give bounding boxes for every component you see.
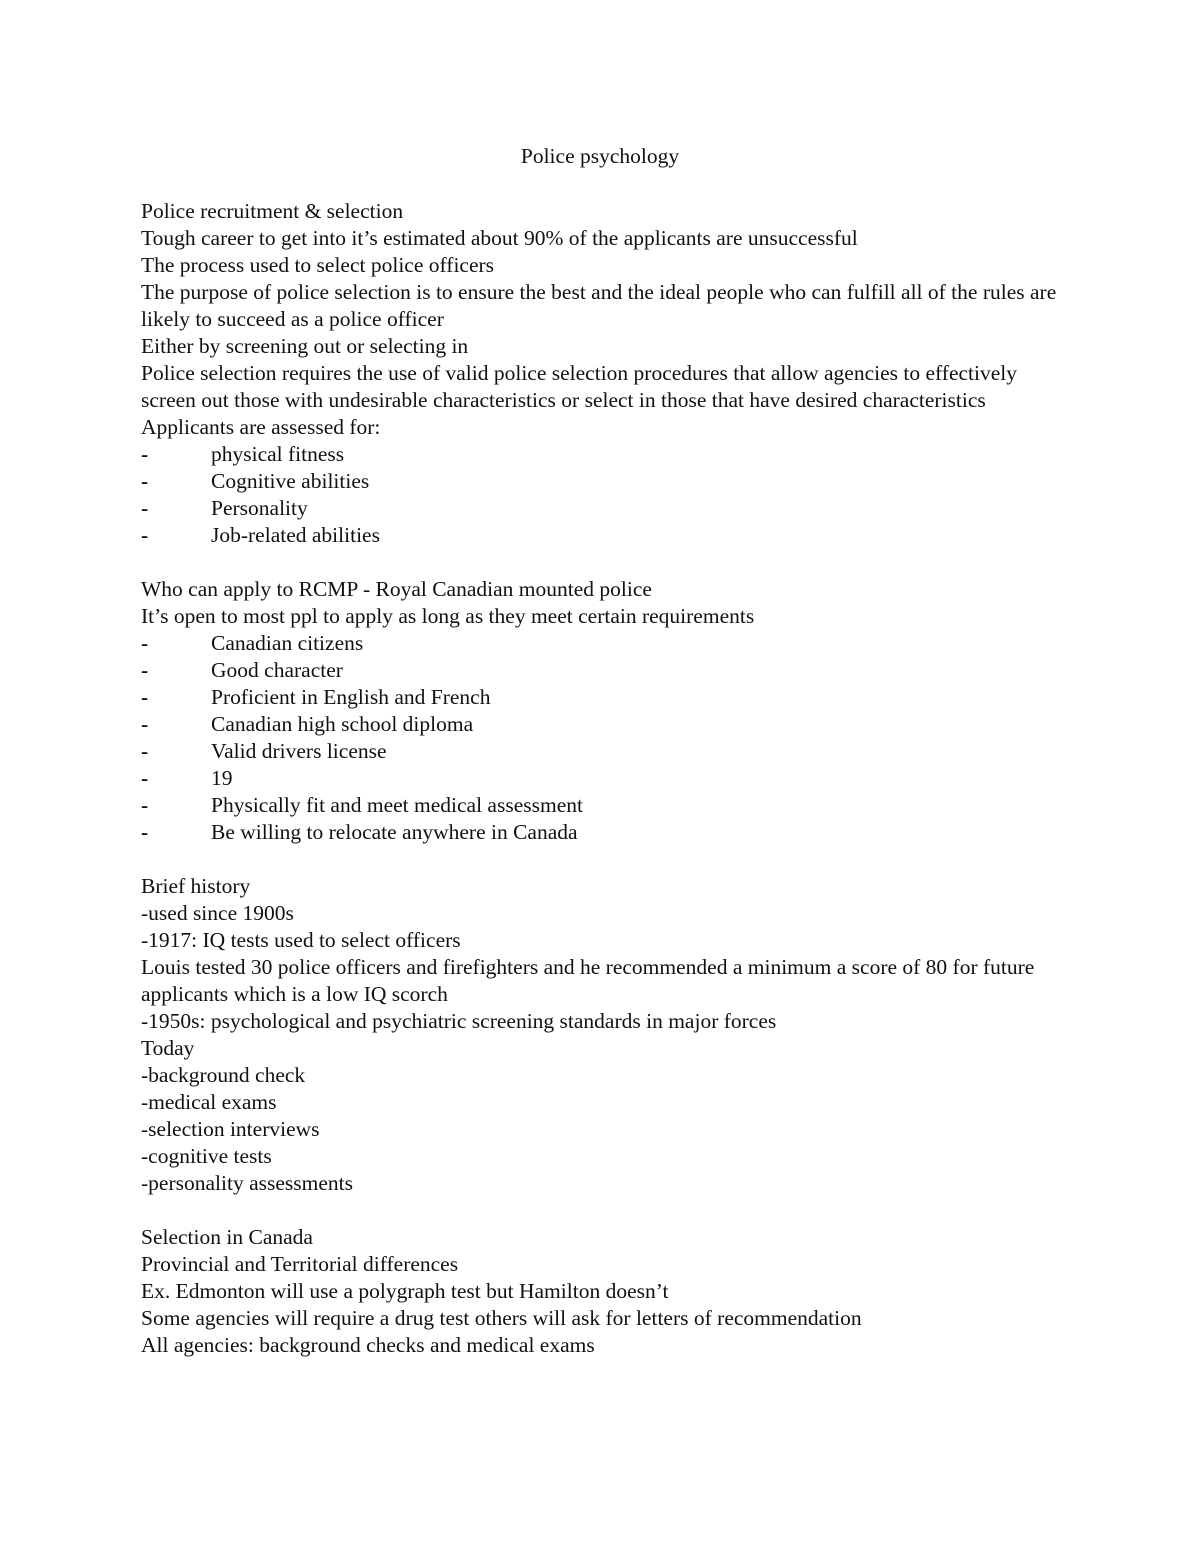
paragraph: All agencies: background checks and medical exams: [141, 1333, 595, 1357]
paragraph: The process used to select police officers: [141, 253, 495, 277]
section-heading: Brief history: [141, 874, 251, 898]
bullet-marker: -: [141, 442, 149, 466]
bullet-marker: -: [141, 685, 149, 709]
paragraph: -medical exams: [141, 1090, 277, 1114]
section-heading: Police recruitment & selection: [141, 199, 404, 223]
list-item: [141, 711, 1066, 738]
paragraph: -used since 1900s: [141, 901, 294, 925]
paragraph: -background check: [141, 1063, 306, 1087]
paragraph: -cognitive tests: [141, 1144, 272, 1168]
list-item-text: Physically fit and meet medical assessment: [211, 793, 583, 817]
list-item-text: Good character: [211, 658, 343, 682]
bullet-marker: -: [141, 658, 149, 682]
blank-line: [141, 549, 1066, 576]
list-item-text: Proficient in English and French: [211, 685, 491, 709]
bullet-marker: -: [141, 631, 149, 655]
list-item-text: Cognitive abilities: [211, 469, 370, 493]
paragraph: Applicants are assessed for:: [141, 415, 381, 439]
bullet-marker: -: [141, 496, 149, 520]
document-body: [141, 141, 1066, 1359]
list-item: [141, 819, 1066, 846]
list-item-text: Be willing to relocate anywhere in Canada: [211, 820, 578, 844]
paragraph: -1950s: psychological and psychiatric screening standards in major forces: [141, 1009, 777, 1033]
bullet-marker: -: [141, 469, 149, 493]
section-heading: Who can apply to RCMP - Royal Canadian mounted police: [141, 577, 652, 601]
section-history: [141, 873, 1066, 1197]
paragraph: Louis tested 30 police officers and firefighters and he recommended a minimum a score of 80 for future applicants which is a low IQ scorch: [141, 955, 1035, 1006]
list-item: [141, 765, 1066, 792]
paragraph: -personality assessments: [141, 1171, 353, 1195]
blank-line: [141, 846, 1066, 873]
list-item: [141, 468, 1066, 495]
bullet-marker: -: [141, 766, 149, 790]
list-item: [141, 792, 1066, 819]
list-item: [141, 495, 1066, 522]
paragraph: Either by screening out or selecting in: [141, 334, 469, 358]
list-item: [141, 441, 1066, 468]
bullet-marker: -: [141, 712, 149, 736]
paragraph: -selection interviews: [141, 1117, 320, 1141]
list-item-text: physical fitness: [211, 442, 345, 466]
section-selection-canada: [141, 1224, 1066, 1359]
bullet-marker: -: [141, 793, 149, 817]
list-item: [141, 630, 1066, 657]
page-title: Police psychology: [520, 144, 680, 168]
list-item-text: Valid drivers license: [211, 739, 387, 763]
paragraph: Some agencies will require a drug test others will ask for letters of recommendation: [141, 1306, 862, 1330]
list-item: [141, 684, 1066, 711]
paragraph: Today: [141, 1036, 195, 1060]
list-item: [141, 657, 1066, 684]
list-item-text: Canadian citizens: [211, 631, 364, 655]
paragraph: It’s open to most ppl to apply as long as they meet certain requirements: [141, 604, 755, 628]
list-item-text: Canadian high school diploma: [211, 712, 474, 736]
section-recruitment: [141, 198, 1066, 549]
paragraph: The purpose of police selection is to ensure the best and the ideal people who can fulfill all of the rules are likely to succeed as a police officer: [141, 280, 1057, 331]
paragraph: -1917: IQ tests used to select officers: [141, 928, 461, 952]
bullet-marker: -: [141, 523, 149, 547]
list-item-text: 19: [211, 766, 233, 790]
list-item-text: Personality: [211, 496, 308, 520]
bullet-marker: -: [141, 820, 149, 844]
section-heading: Selection in Canada: [141, 1225, 313, 1249]
list-item-text: Job-related abilities: [211, 523, 380, 547]
blank-line: [141, 1197, 1066, 1224]
section-rcmp: [141, 576, 1066, 846]
paragraph: Tough career to get into it’s estimated about 90% of the applicants are unsuccessful: [141, 226, 858, 250]
list-item: [141, 738, 1066, 765]
paragraph: Police selection requires the use of valid police selection procedures that allow agencies to effectively screen out those with undesirable characteristics or select in those that have desired characteristics: [141, 361, 1017, 412]
bullet-marker: -: [141, 739, 149, 763]
paragraph: Provincial and Territorial differences: [141, 1252, 459, 1276]
list-item: [141, 522, 1066, 549]
paragraph: Ex. Edmonton will use a polygraph test but Hamilton doesn’t: [141, 1279, 669, 1303]
